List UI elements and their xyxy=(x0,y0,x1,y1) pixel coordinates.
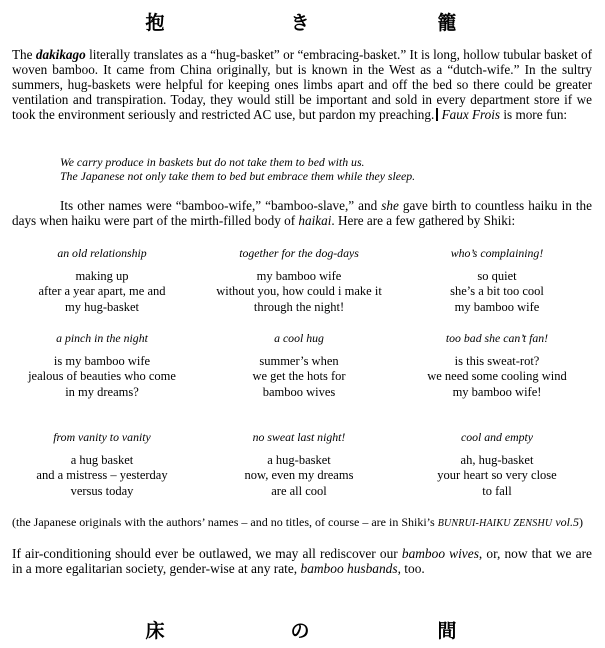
intro-text-3: is more fun: xyxy=(500,107,568,122)
heading-char: き xyxy=(290,12,310,34)
closing-text-3: , too. xyxy=(397,561,425,576)
haiku-title: an old relationship xyxy=(57,246,147,260)
haiku-line: ah, hug-basket xyxy=(460,453,534,467)
intro-text-2: literally translates as a “hug-basket” or “embracing-basket.” It is long, hollow tubular basket of woven bamboo. It came from China originally, but is known in the West as a “dutch-wife.” In the sultry summers, hug-baskets were helpful for keeping ones limbs apart and off the bed so there could be greater ventilation and transpiration. Today, they would still be important and sold in every department store if we took the environment seriously and restricted AC use, but pardon my preaching. xyxy=(12,47,592,122)
heading-char: 床 xyxy=(145,620,165,642)
top-heading xyxy=(0,8,605,32)
haiku xyxy=(402,246,592,315)
haiku-title: a pinch in the night xyxy=(56,331,148,345)
haiku-line: are all cool xyxy=(271,483,327,498)
haiku-line: a hug basket xyxy=(70,453,134,467)
names-paragraph xyxy=(12,198,592,228)
names-haikai: haikai xyxy=(298,213,332,228)
heading-char: 間 xyxy=(437,620,457,642)
haiku xyxy=(204,246,394,315)
haiku xyxy=(7,430,197,499)
haiku-title: too bad she can’t fan! xyxy=(445,331,549,345)
haiku-line: is my bamboo wife xyxy=(53,354,151,368)
haiku-title: who’s complaining! xyxy=(450,246,544,260)
heading-char: 抱 xyxy=(145,12,165,34)
heading-char: の xyxy=(290,620,310,642)
haiku-line: making up xyxy=(75,269,129,283)
haiku-line: my hug-basket xyxy=(65,299,139,314)
haiku xyxy=(402,331,592,400)
source-faux-frois: Faux Frois xyxy=(441,107,501,122)
haiku-line: we get the hots for xyxy=(252,369,346,384)
haiku-title: no sweat last night! xyxy=(252,430,346,444)
quote-line: The Japanese not only take them to bed but embrace them while they sleep. xyxy=(60,169,416,183)
haiku-title: cool and empty xyxy=(460,430,534,444)
book-title: BUNRUI-HAIKU ZENSHU xyxy=(437,518,553,529)
haiku-line: versus today xyxy=(70,483,134,498)
haiku-line: jealous of beauties who come xyxy=(28,369,176,384)
haiku-line: she’s a bit too cool xyxy=(450,284,544,299)
haiku-line: my bamboo wife xyxy=(454,299,540,314)
haiku-line: after a year apart, me and xyxy=(38,284,166,299)
haiku-line: through the night! xyxy=(253,299,345,314)
haiku-title: a cool hug xyxy=(274,331,324,345)
term-dakikago: dakikago xyxy=(35,47,86,62)
closing-text-2: , or, now that we are in a more egalitarian society, gender-wise at any rate, xyxy=(12,546,592,576)
haiku-line: now, even my dreams xyxy=(244,468,354,483)
haiku-line: your heart so very close xyxy=(437,468,557,483)
haiku-line: a hug-basket xyxy=(267,453,331,467)
closing-bamboo-husbands: bamboo husbands xyxy=(300,561,398,576)
haiku-line: in my dreams? xyxy=(65,384,139,399)
intro-paragraph xyxy=(12,47,592,122)
heading-char: 籠 xyxy=(437,12,457,34)
source-note xyxy=(12,515,597,531)
haiku-line: is this sweat-rot? xyxy=(454,354,540,368)
names-text-3: . Here are a few gathered by Shiki: xyxy=(331,213,516,228)
volume: vol.5 xyxy=(555,515,579,529)
haiku-line: bamboo wives xyxy=(262,384,336,399)
bottom-heading xyxy=(0,616,605,640)
haiku xyxy=(204,430,394,499)
haiku-line: so quiet xyxy=(477,269,517,283)
haiku-line: and a mistress – yesterday xyxy=(36,468,168,483)
note-text-3: ) xyxy=(579,515,583,529)
haiku-title: together for the dog-days xyxy=(239,246,359,260)
closing-paragraph xyxy=(12,546,592,576)
names-text-1: Its other names were “bamboo-wife,” “bamboo-slave,” and xyxy=(60,198,382,213)
haiku xyxy=(204,331,394,400)
haiku-title: from vanity to vanity xyxy=(53,430,151,444)
intro-text-1: The xyxy=(12,47,36,62)
haiku xyxy=(7,331,197,400)
text-cursor xyxy=(436,108,438,121)
haiku-line: to fall xyxy=(482,483,512,498)
names-text-2: gave birth to countless haiku in the days when haiku were part of the mirth-filled body of xyxy=(12,198,592,228)
block-quote xyxy=(60,155,580,183)
closing-bamboo-wives: bamboo wives xyxy=(401,546,479,561)
note-text-1: (the Japanese originals with the authors’ names – and no titles, of course – are in Shiki’s xyxy=(12,515,438,529)
quote-line: We carry produce in baskets but do not take them to bed with us. xyxy=(60,155,365,169)
closing-text-1: If air-conditioning should ever be outlawed, we may all rediscover our xyxy=(12,546,402,561)
haiku-line: we need some cooling wind xyxy=(427,369,567,384)
haiku xyxy=(402,430,592,499)
haiku-line: my bamboo wife! xyxy=(452,384,542,399)
haiku-line: my bamboo wife xyxy=(256,269,342,283)
names-she: she xyxy=(381,198,399,213)
haiku-line: summer’s when xyxy=(259,354,339,368)
haiku xyxy=(7,246,197,315)
haiku-line: without you, how could i make it xyxy=(216,284,382,299)
